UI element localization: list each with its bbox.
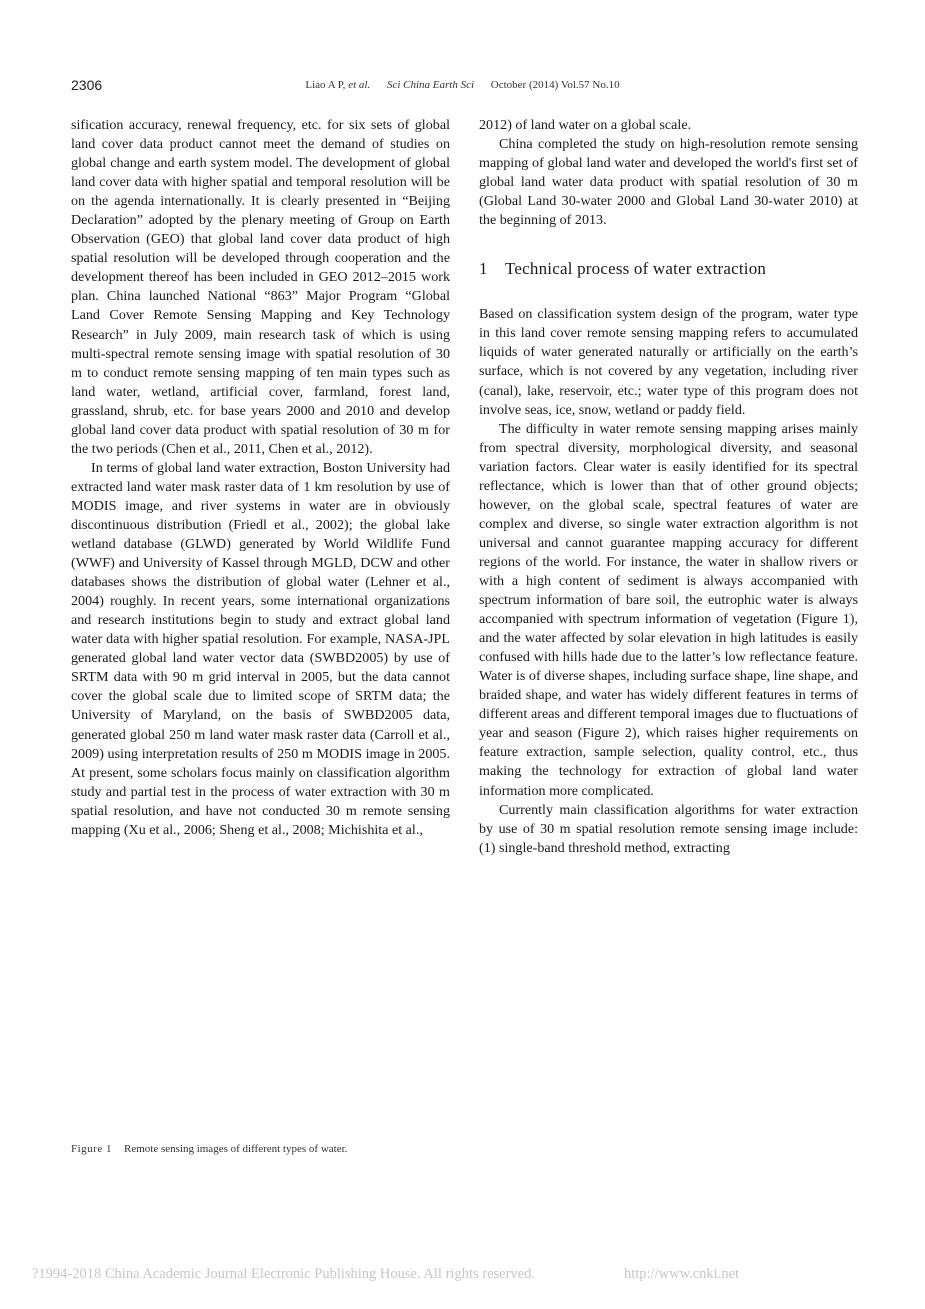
running-head-et-al: et al. — [348, 79, 371, 91]
section-number: 1 — [479, 259, 488, 279]
body-paragraph: Based on classification system design of the program, water type in this land cover remote sensing mapping refers to accumulated liquids of water generated naturally or artificially on the earth’s surface, which is not covered by any vegetation, including river (canal), lake, reservoir, etc.; water type of this program does not involve seas, ice, snow, wetland or paddy field. — [479, 306, 858, 418]
running-head-authors: Liao A P, — [305, 79, 346, 91]
body-paragraph: In terms of global land water extraction, Boston University had extracted land water mask raster data of 1 km resolution by use of MODIS image, and river systems in water are in obviously discontinuous distribution (Friedl et al., 2002); the global lake wetland database (GLWD) generated by World Wildlife Fund (WWF) and University of Kassel through MGLD, DCW and other databases shows the distribution of global water (Lehner et al., 2004) roughly. In recent years, some international organizations and research institutions begin to study and extract global land water data with higher spatial resolution. For example, NASA-JPL generated global land water vector data (SWBD2005) by use of SRTM data with 90 m grid interval in 2005, but the data cannot cover the global scale due to limited scope of SRTM data; the University of Maryland, on the basis of SWBD2005 data, generated global 250 m land water mask raster data (Carroll et al., 2009) using interpretation results of 250 m MODIS image in 2005. At present, some scholars focus mainly on classification algorithm study and partial test in the process of water extraction with 30 m spatial resolution, and have not conducted 30 m remote sensing mapping (Xu et al., 2006; Sheng et al., 2008; Michishita et al., — [71, 459, 450, 838]
footer-copyright: ?1994-2018 China Academic Journal Electronic Publishing House. All rights reserved. — [32, 1266, 535, 1282]
body-paragraph: 2012) of land water on a global scale. — [479, 117, 692, 133]
figure-caption — [71, 1143, 347, 1155]
body-paragraph: Currently main classification algorithms for water extraction by use of 30 m spatial resolution remote sensing image include: (1) single-band threshold method, extracting — [479, 801, 858, 856]
body-paragraph: sification accuracy, renewal frequency, etc. for six sets of global land cover data product cannot meet the demand of studies on global change and earth system model. The development of global land cover data with higher spatial and temporal resolution will be on the agenda internationally. It is clearly presented in “Beijing Declaration” adopted by the plenary meeting of Group on Earth Observation (GEO) that global land cover data product of high spatial resolution will be developed through cooperation and the development thereof has been included in GEO 2012–2015 work plan. China launched National “863” Major Program “Global Land Cover Remote Sensing Mapping and Key Technology Research” in July 2009, main research task of which is using multi-spectral remote sensing image with spatial resolution of 30 m to conduct remote sensing mapping of ten main types such as land water, wetland, artificial cover, farmland, forest land, grassland, shrub, etc. for base years 2000 and 2010 and develop global land cover data product with spatial resolution of 30 m for the two periods (Chen et al., 2011, Chen et al., 2012). — [71, 117, 450, 457]
running-head-issue: October (2014) Vol.57 No.10 — [490, 79, 620, 91]
right-column — [479, 116, 858, 858]
figure-label: Figure 1 — [71, 1143, 112, 1155]
body-paragraph: China completed the study on high-resolution remote sensing mapping of global land water and developed the world's first set of global land water data product with spatial resolution of 30 m (Global Land 30-water 2000 and Global Land 30-water 2010) at the beginning of 2013. — [479, 136, 858, 229]
footer-url: http://www.cnki.net — [624, 1266, 740, 1282]
left-column — [71, 116, 450, 840]
body-paragraph: The difficulty in water remote sensing mapping arises mainly from spectral diversity, morphological diversity, and seasonal variation factors. Clear water is easily identified for its spectral reflectance, which is lower than that of other ground objects; however, on the global scale, spectral features of water are complex and diverse, so single water extraction algorithm is not universal and cannot guarantee mapping accuracy for different regions of the world. For instance, the water in shallow rivers or with a high content of sediment is always accompanied with spectrum information of bare soil, the eutrophic water is always accompanied with spectrum information of vegetation (Figure 1), and the water affected by solar elevation in high latitudes is easily confused with hills hade due to the latter’s low reflectance feature. Water is of diverse shapes, including surface shape, line shape, and braided shape, and water has widely different features in terms of different areas and different temporal images due to fluctuations of year and season (Figure 2), which raises higher requirements on feature extraction, sample selection, quality control, etc., thus making the technology for extraction of global land water information more complicated. — [479, 420, 858, 799]
section-heading — [479, 259, 858, 278]
section-title: Technical process of water extraction — [505, 259, 767, 279]
page-number: 2306 — [71, 77, 103, 93]
running-head — [0, 79, 925, 91]
figure-1-image-area — [71, 915, 857, 1135]
running-head-journal: Sci China Earth Sci — [386, 79, 475, 91]
figure-caption-text: Remote sensing images of different types of water. — [123, 1143, 348, 1155]
